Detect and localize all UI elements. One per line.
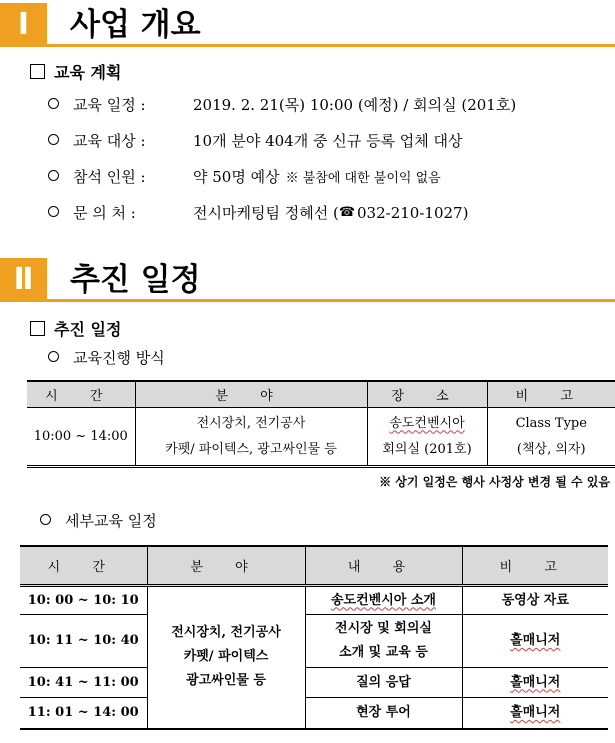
detail-schedule-table xyxy=(20,545,608,730)
cell-time: 10:00 ~ 14:00 xyxy=(27,408,135,467)
section-2-title: 추진 일정 xyxy=(70,262,201,298)
section-2-badge: Ⅱ xyxy=(0,258,47,302)
cell-place: 송도컨벤시아 회의실 (201호) xyxy=(367,408,487,467)
bullet-attendance: 참석 인원 : 약 50명 예상 ※ 불참에 대한 불이익 없음 xyxy=(48,166,441,187)
section-1-title: 사업 개요 xyxy=(70,7,201,43)
contact-phone: 032-210-1027) xyxy=(357,203,469,222)
bullet-target: 교육 대상 : 10개 분야 404개 중 신규 등록 업체 대상 xyxy=(48,130,462,151)
table-header-row xyxy=(20,546,608,586)
attendance-note: ※ 불참에 대한 불이익 없음 xyxy=(285,171,441,186)
header-place: 장 소 xyxy=(367,381,487,408)
schedule-change-note: ※ 상기 일정은 행사 사정상 변경 될 수 있음 xyxy=(379,475,610,489)
section-1-subtitle: 교육 계획 xyxy=(30,60,121,83)
bullet-contact: 문 의 처 : 전시마케팅팀 정혜선 ( ☎ 032-210-1027) xyxy=(48,202,468,223)
bullet-schedule: 교육 일정 : 2019. 2. 21(목) 10:00 (예정) / 회의실 (201호) xyxy=(48,94,516,115)
header-field: 분 야 xyxy=(147,546,305,586)
section-2-divider xyxy=(47,299,615,302)
section-1-badge: Ⅰ xyxy=(0,3,47,47)
cell-content: 질의 응답 xyxy=(305,668,462,698)
header-time: 시 간 xyxy=(27,381,135,408)
cell-note: 홀매니저 xyxy=(462,615,608,668)
cell-note: 홀매니저 xyxy=(462,668,608,698)
header-content: 내 용 xyxy=(305,546,462,586)
square-bullet-icon xyxy=(30,64,45,79)
section-1-header xyxy=(0,3,615,47)
header-time: 시 간 xyxy=(20,546,147,586)
circle-bullet-icon xyxy=(48,98,59,109)
cell-note: 동영상 자료 xyxy=(462,586,608,615)
circle-bullet-icon xyxy=(48,170,59,181)
cell-time: 10: 00 ~ 10: 10 xyxy=(20,586,147,615)
table-row xyxy=(20,668,608,698)
table-row xyxy=(20,698,608,729)
cell-time: 10: 41 ~ 11: 00 xyxy=(20,668,147,698)
cell-content: 전시장 및 회의실 소개 및 교육 등 xyxy=(305,615,462,668)
circle-bullet-icon xyxy=(48,351,59,362)
sub-heading-method: 교육진행 방식 xyxy=(48,347,165,368)
table-header-row xyxy=(27,381,615,408)
cell-content: 현장 투어 xyxy=(305,698,462,729)
sub-heading-detail: 세부교육 일정 xyxy=(40,510,157,531)
table-row xyxy=(20,586,608,615)
header-note: 비 고 xyxy=(462,546,608,586)
section-2-header xyxy=(0,258,615,302)
method-table xyxy=(27,380,615,468)
table-row xyxy=(20,615,608,668)
cell-field: 전시장치, 전기공사 카펫/ 파이텍스, 광고싸인물 등 xyxy=(135,408,367,467)
section-2-subtitle: 추진 일정 xyxy=(30,317,121,340)
phone-icon: ☎ xyxy=(338,205,356,220)
circle-bullet-icon xyxy=(40,514,51,525)
cell-content: 송도컨벤시아 소개 xyxy=(305,586,462,615)
section-1-divider xyxy=(47,44,615,47)
cell-time: 10: 11 ~ 10: 40 xyxy=(20,615,147,668)
cell-note: 홀매니저 xyxy=(462,698,608,729)
cell-time: 11: 01 ~ 14: 00 xyxy=(20,698,147,729)
square-bullet-icon xyxy=(30,321,45,336)
cell-note: Class Type (책상, 의자) xyxy=(487,408,615,467)
header-field: 분 야 xyxy=(135,381,367,408)
table-row xyxy=(27,408,615,467)
circle-bullet-icon xyxy=(48,206,59,217)
header-note: 비 고 xyxy=(487,381,615,408)
circle-bullet-icon xyxy=(48,134,59,145)
cell-field: 전시장치, 전기공사 카펫/ 파이텍스 광고싸인물 등 xyxy=(147,586,305,729)
